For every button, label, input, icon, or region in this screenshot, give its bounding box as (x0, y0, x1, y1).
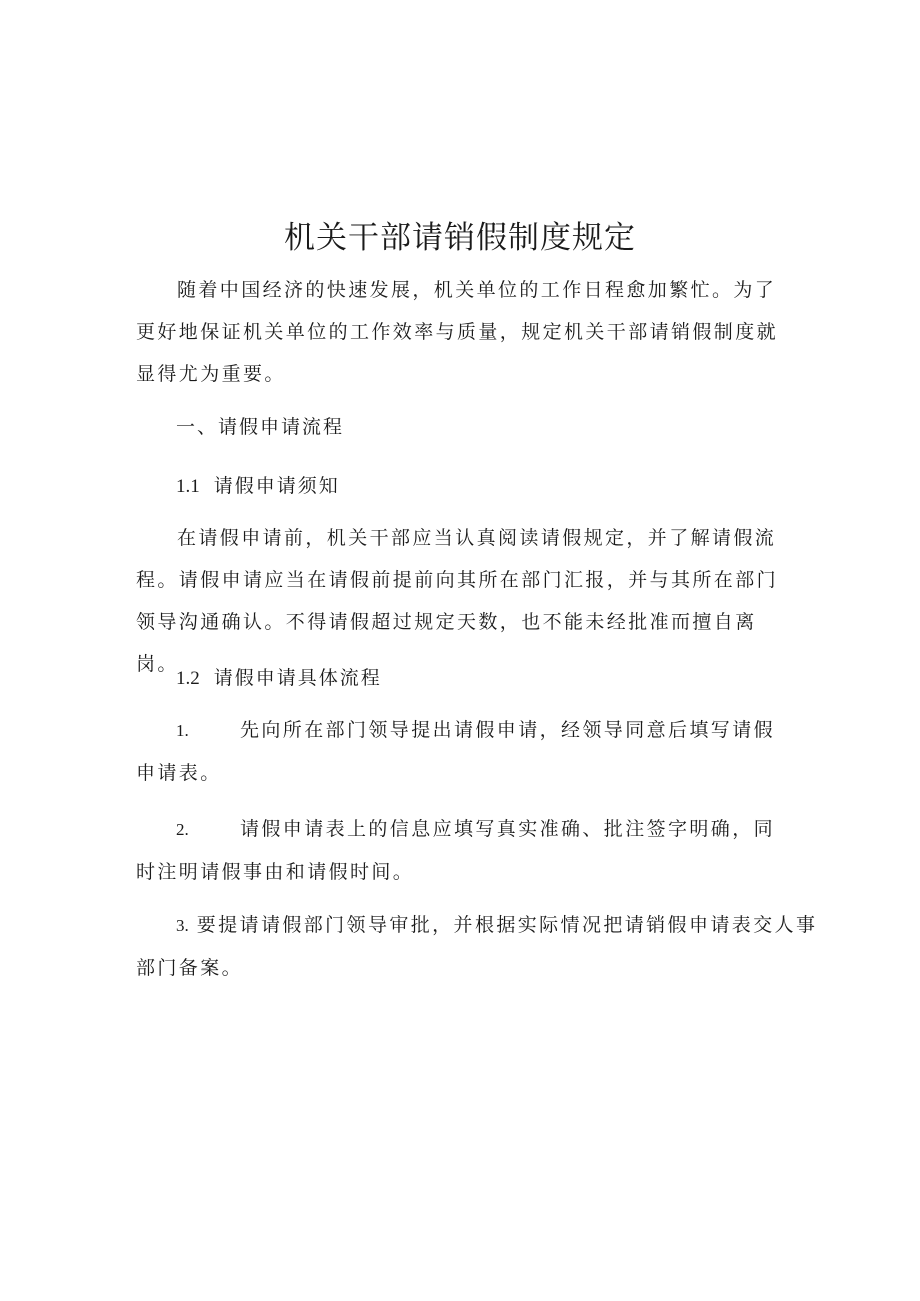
document-title: 机关干部请销假制度规定 (284, 220, 636, 256)
list-item (136, 808, 786, 893)
subsection-number: 1.2 (176, 668, 200, 689)
list-text: 要提请请假部门领导审批，并根据实际情况把请销假申请表交人事 (196, 914, 818, 936)
subsection-heading-1-1 (176, 465, 340, 508)
list-text-continued: 部门备案。 (136, 957, 244, 979)
section-heading: 一、请假申请流程 (176, 416, 345, 438)
subsection-heading-1-2 (176, 657, 382, 700)
intro-paragraph: 随着中国经济的快速发展，机关单位的工作日程愈加繁忙。为了更好地保证机关单位的工作效率与质量，规定机关干部请销假制度就显得尤为重要。 (136, 279, 779, 385)
subsection-title: 请假申请须知 (213, 475, 340, 497)
subsection-number: 1.1 (176, 476, 200, 497)
subsection-title: 请假申请具体流程 (213, 667, 382, 689)
notice-paragraph: 在请假申请前，机关干部应当认真阅读请假规定，并了解请假流程。请假申请应当在请假前提前向其所在部门汇报，并与其所在部门领导沟通确认。不得请假超过规定天数，也不能未经批准而擅自离岗。 (136, 527, 779, 675)
list-text: 先向所在部门领导提出请假申请，经领导同意后填写请假 (240, 719, 776, 741)
list-marker: 2. (176, 820, 189, 839)
list-item (136, 709, 786, 794)
list-marker: 1. (176, 721, 189, 740)
list-marker: 3. (176, 916, 189, 935)
list-item (136, 904, 818, 989)
list-text: 请假申请表上的信息应填写真实准确、批注签字明确，同 (240, 818, 776, 840)
list-text-continued: 时注明请假事由和请假时间。 (136, 861, 415, 883)
list-text-continued: 申请表。 (136, 762, 222, 784)
